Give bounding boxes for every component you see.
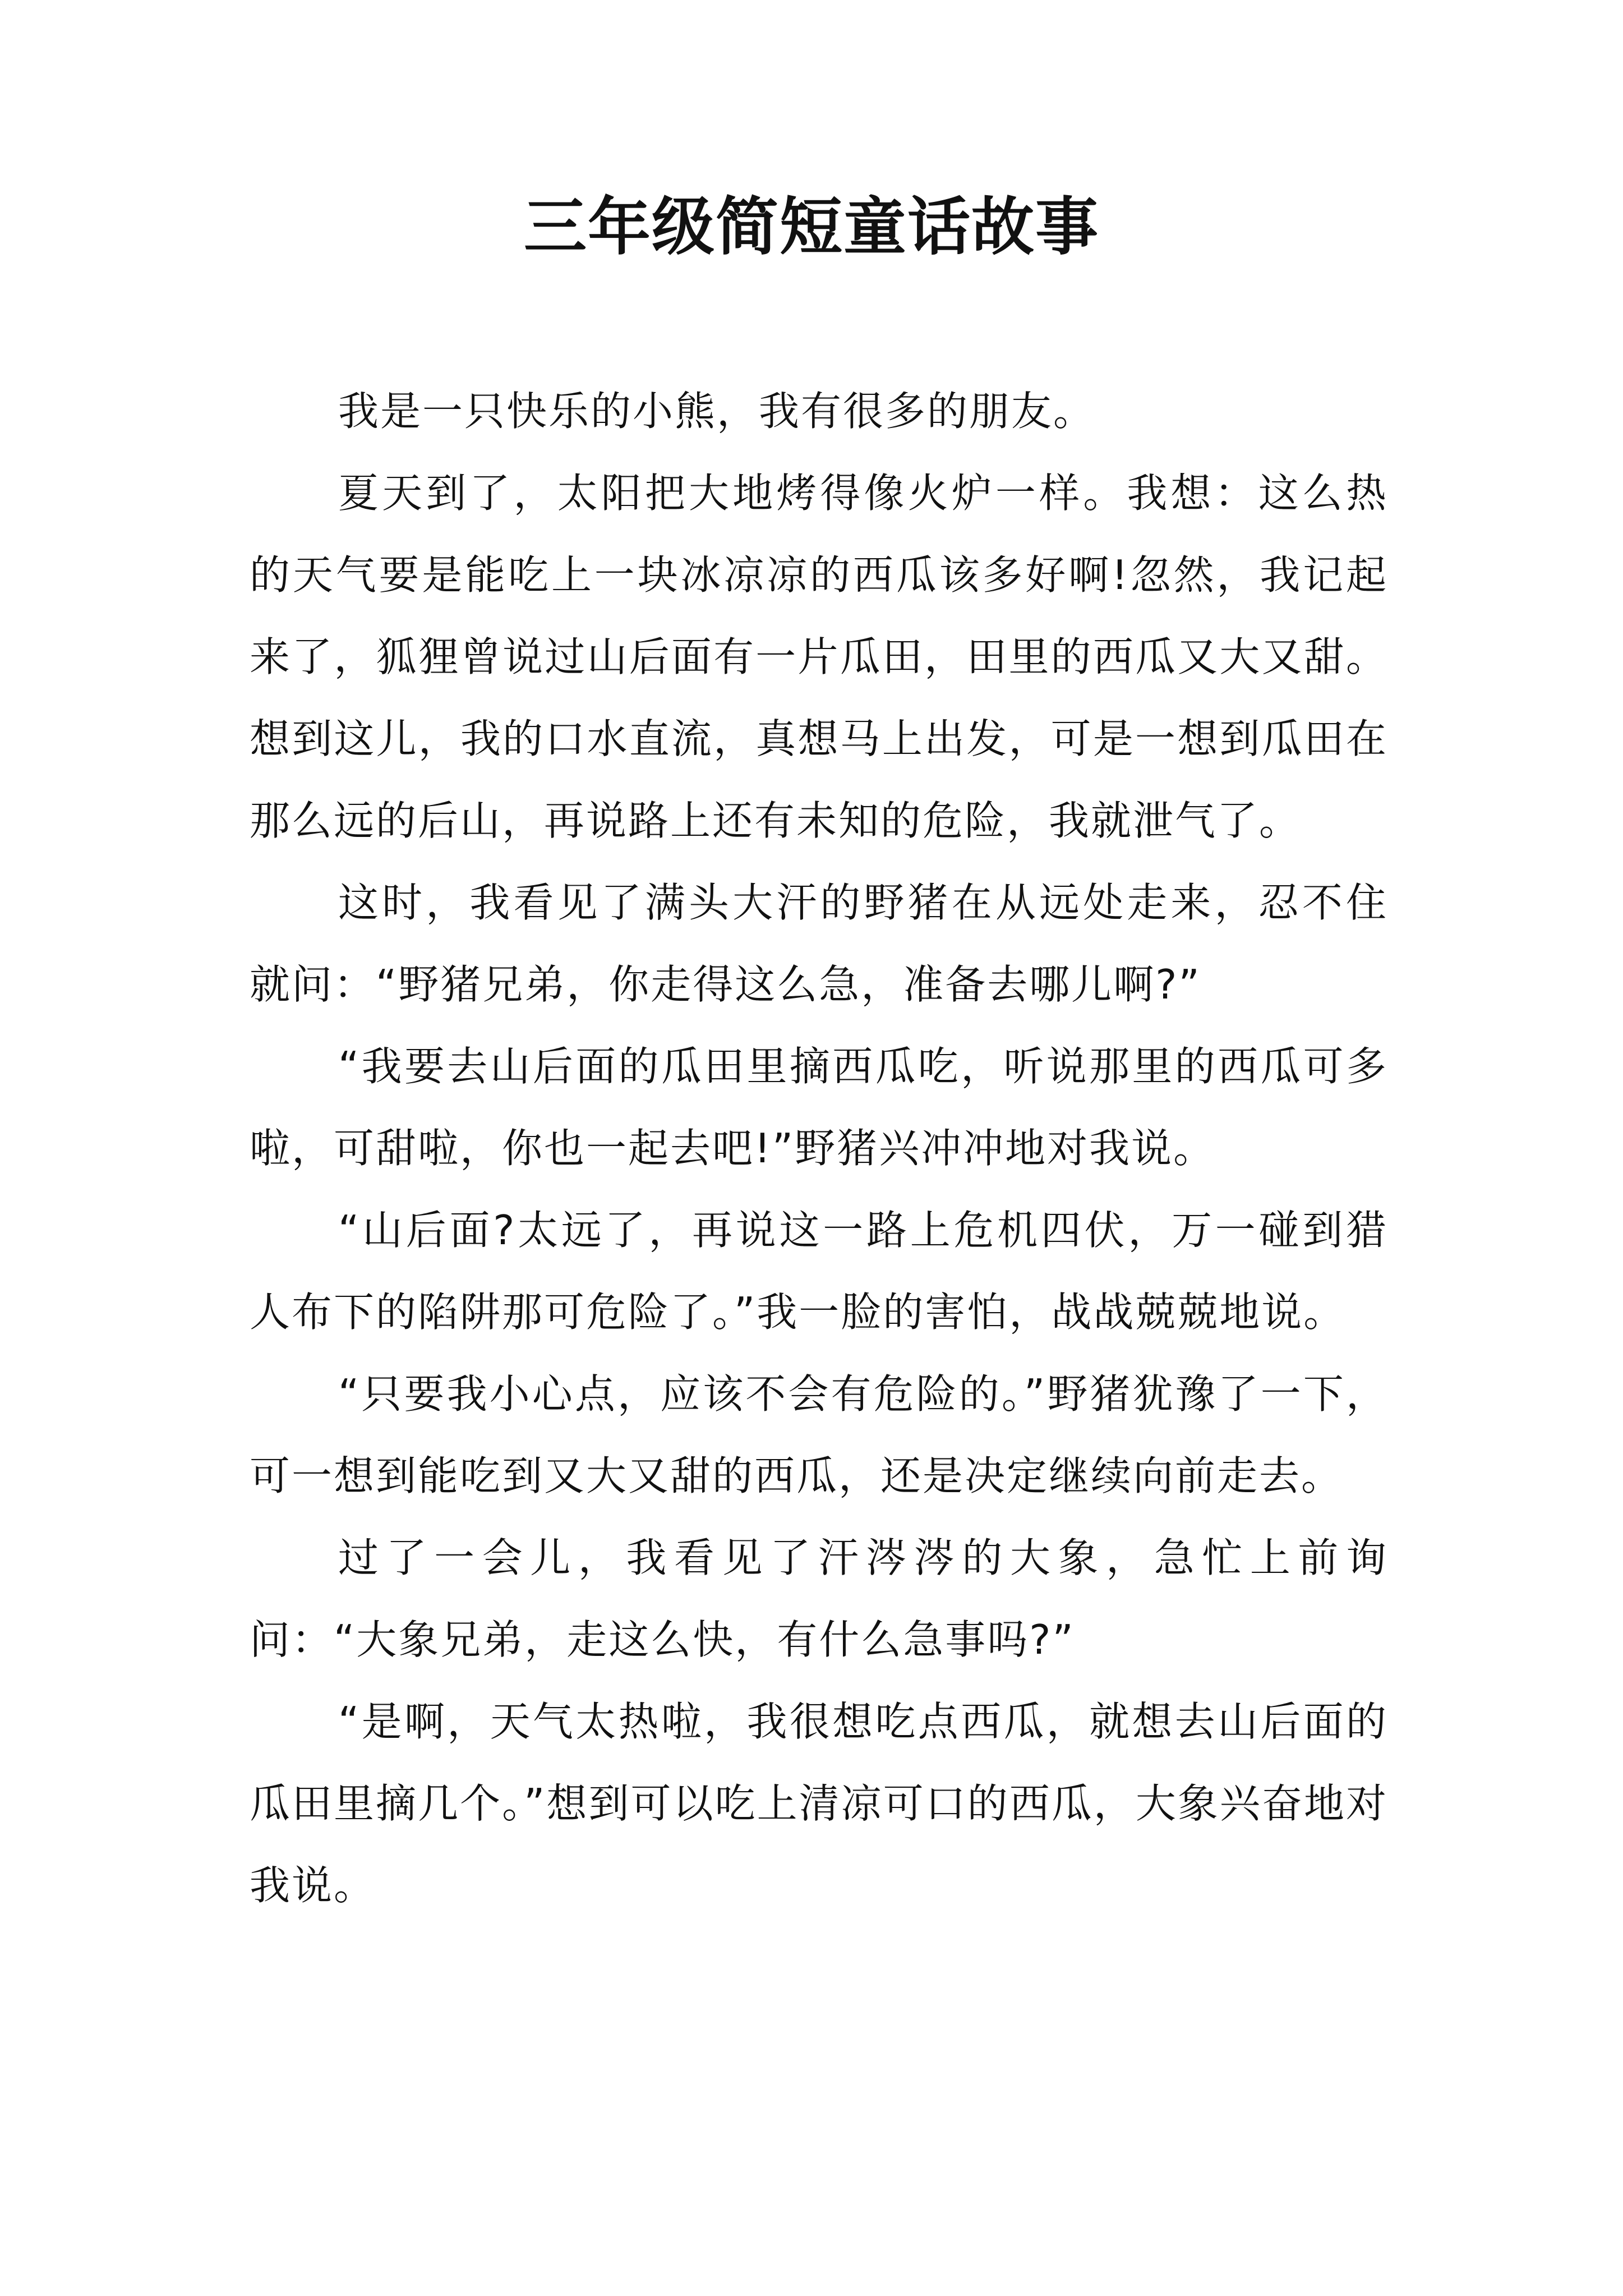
paragraph-5: “山后面?太远了，再说这一路上危机四伏，万一碰到猎人布下的陷阱那可危险了。”我一脸的害怕，战战兢兢地说。 — [250, 1207, 1388, 1336]
paragraph-1: 我是一只快乐的小熊，我有很多的朋友。 — [338, 388, 1096, 435]
document-body — [250, 370, 1388, 1926]
paragraph-4: “我要去山后面的瓜田里摘西瓜吃，听说那里的西瓜可多啦，可甜啦，你也一起去吧!”野猪兴冲冲地对我说。 — [250, 1043, 1388, 1172]
document-title: 三年级简短童话故事 — [524, 190, 1099, 264]
paragraph-6: “只要我小心点，应该不会有危险的。”野猪犹豫了一下，可一想到能吃到又大又甜的西瓜，还是决定继续向前走去。 — [250, 1370, 1388, 1499]
paragraph-7: 过了一会儿，我看见了汗涔涔的大象，急忙上前询问：“大象兄弟，走这么快，有什么急事吗?” — [250, 1534, 1388, 1663]
paragraph-3: 这时，我看见了满头大汗的野猪在从远处走来，忍不住就问：“野猪兄弟，你走得这么急，准备去哪儿啊?” — [250, 879, 1388, 1008]
paragraph-2: 夏天到了，太阳把大地烤得像火炉一样。我想：这么热的天气要是能吃上一块冰凉凉的西瓜该多好啊!忽然，我记起来了，狐狸曾说过山后面有一片瓜田，田里的西瓜又大又甜。想到这儿，我的口水直流，真想马上出发，可是一想到瓜田在那么远的后山，再说路上还有未知的危险，我就泄气了。 — [250, 470, 1388, 844]
paragraph-8: “是啊，天气太热啦，我很想吃点西瓜，就想去山后面的瓜田里摘几个。”想到可以吃上清凉可口的西瓜，大象兴奋地对我说。 — [250, 1698, 1388, 1909]
